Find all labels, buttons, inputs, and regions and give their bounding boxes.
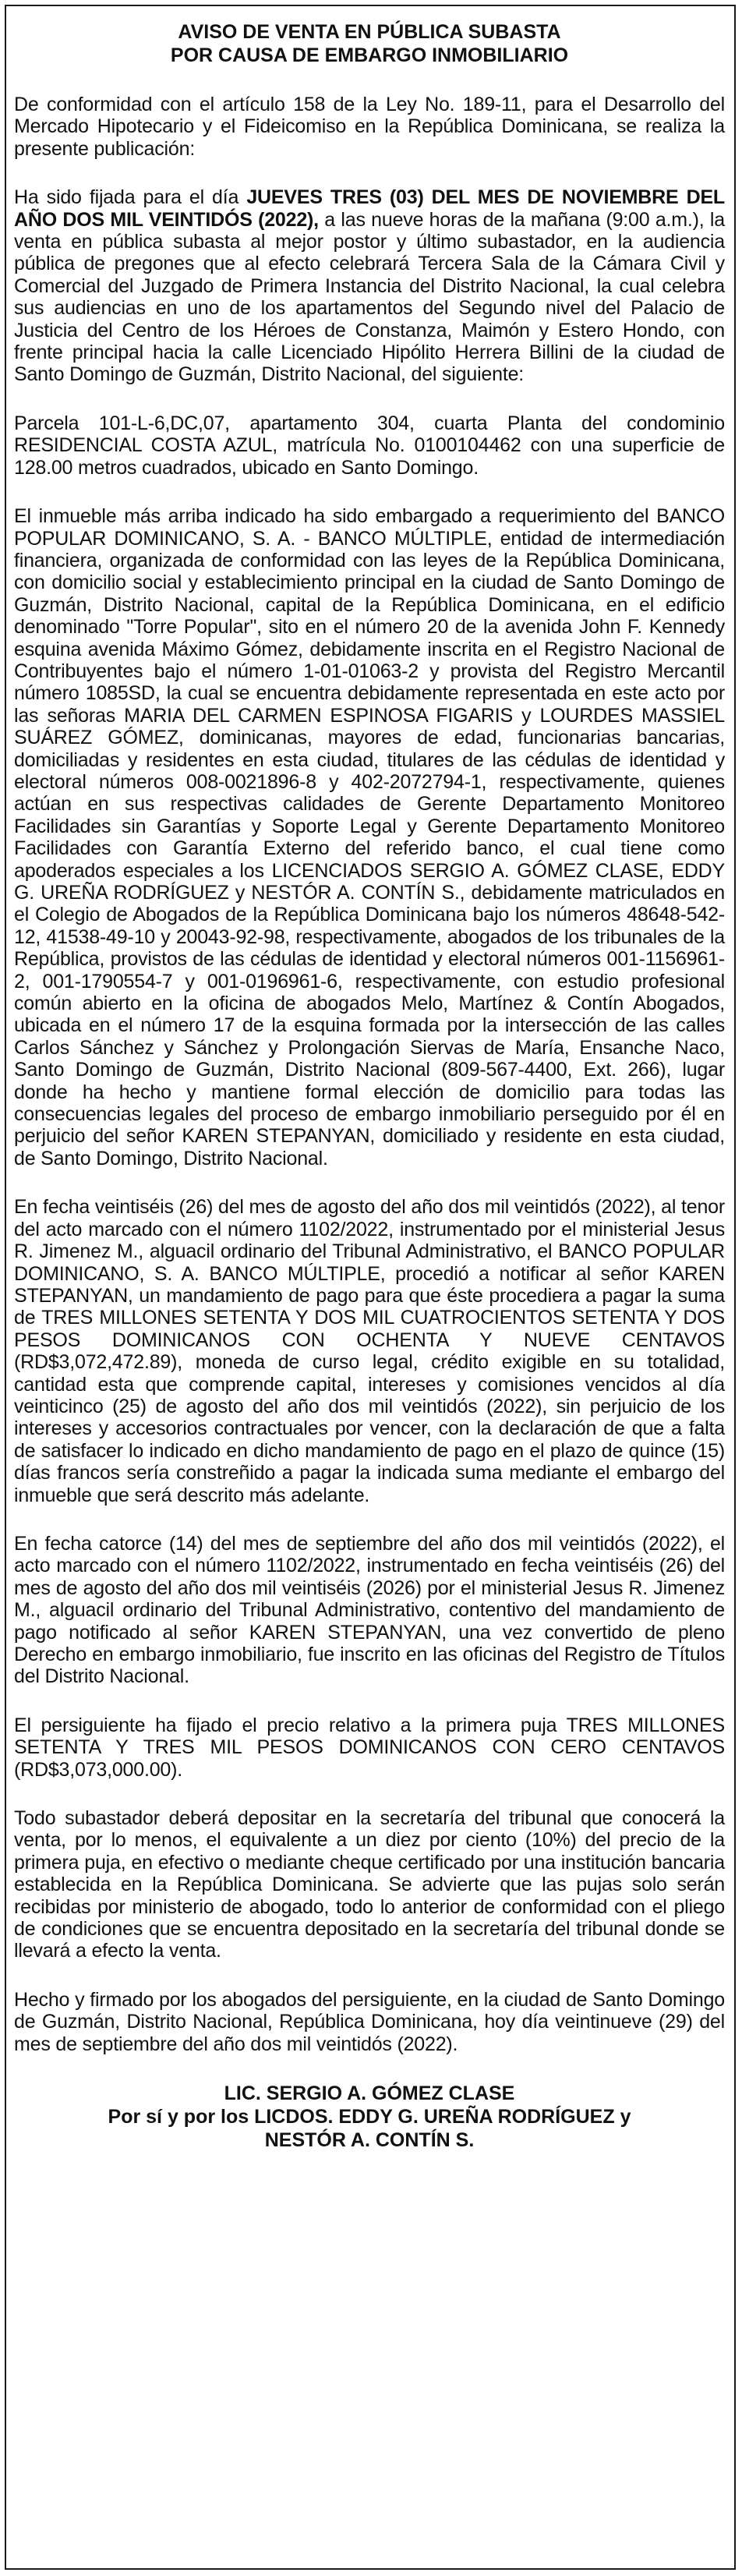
auction-date-bold: JUEVES TRES (03) DEL MES DE NOVIEMBRE DEL AÑO DOS MIL VEINTIDÓS (2022), [14, 186, 726, 231]
signature-line-3: NESTÓR A. CONTÍN S. [264, 2129, 475, 2152]
auction-date-intro: Ha sido fijada para el día [14, 186, 247, 209]
notice-body [14, 20, 725, 2152]
notice-title [14, 20, 725, 67]
paragraph-payment-order: En fecha veintiséis (26) del mes de agosto del año dos mil veintidós (2022), al tenor del acto marcado con el número 1102/2022, instrumentado por el ministerial Jesus R. Jimenez M., alguacil ordinario del Tribunal Administrativo, el BANCO POPULAR DOMINICANO, S. A. BANCO MÚLTIPLE, procedió a notificar al señor KAREN STEPANYAN, un mandamiento de pago para que éste procediera a pagar la suma de TRES MILLONES SETENTA Y DOS MIL CUATROCIENTOS SETENTA Y DOS PESOS DOMINICANOS CON OCHENTA Y NUEVE CENTAVOS (RD$3,072,472.89), moneda de curso legal, crédito exigible en su totalidad, cantidad esta que comprende capital, intereses y comisiones vencidos al día veinticinco (25) de agosto del año dos mil veintidós (2022), sin perjuicio de los intereses y accesorios contractuales por vencer, con la declaración de que a falta de satisfacer lo indicado en dicho mandamiento de pago en el plazo de quince (15) días francos sería constreñido a pagar la indicada suma mediante el embargo del inmueble que será descrito más adelante. [14, 1196, 725, 1506]
paragraph-auction-date [14, 186, 725, 386]
signature-line-2: Por sí y por los LICDOS. EDDY G. UREÑA RODRÍGUEZ y [108, 2106, 631, 2128]
title-line-2: POR CAUSA DE EMBARGO INMOBILIARIO [170, 44, 569, 66]
paragraph-property: Parcela 101-L-6,DC,07, apartamento 304, cuarta Planta del condominio RESIDENCIAL COSTA AZUL, matrícula No. 0100104462 con una superficie de 128.00 metros cuadrados, ubicado en Santo Domingo. [14, 412, 725, 479]
paragraph-legal-basis: De conformidad con el artículo 158 de la Ley No. 189-11, para el Desarrollo del Mercado Hipotecario y el Fideicomiso en la República Dominicana, se realiza la presente publicación: [14, 94, 725, 160]
paragraph-starting-price: El persiguiente ha fijado el precio relativo a la primera puja TRES MILLONES SETENTA Y TRES MIL PESOS DOMINICANOS CON CERO CENTAVOS (RD$3,073,000.00). [14, 1714, 725, 1781]
auction-date-details: a las nueve horas de la mañana (9:00 a.m.), la venta en pública subasta al mejor postor y último subastador, en la audiencia pública de pregones que al efecto celebrará Tercera Sala de la Cámara Civil y Comercial del Juzgado de Primera Instancia del Distrito Nacional, la cual celebra sus audiencias en uno de los apartamentos del Segundo nivel del Palacio de Justicia del Centro de los Héroes de Constanza, Maimón y Estero Hondo, con frente principal hacia la calle Licenciado Hipólito Herrera Billini de la ciudad de Santo Domingo de Guzmán, Distrito Nacional, del siguiente: [14, 208, 725, 386]
title-line-1: AVISO DE VENTA EN PÚBLICA SUBASTA [178, 21, 561, 43]
paragraph-creditor: El inmueble más arriba indicado ha sido embargado a requerimiento del BANCO POPULAR DOMINICANO, S. A. - BANCO MÚLTIPLE, entidad de intermediación financiera, organizada de conformidad con las leyes de la República Dominicana, con domicilio social y establecimiento principal en la ciudad de Santo Domingo de Guzmán, Distrito Nacional, capital de la República Dominicana, en el edificio denominado "Torre Popular", sito en el número 20 de la avenida John F. Kennedy esquina avenida Máximo Gómez, debidamente inscrita en el Registro Nacional de Contribuyentes bajo el número 1-01-01063-2 y provista del Registro Mercantil número 1085SD, la cual se encuentra debidamente representada en este acto por las señoras MARIA DEL CARMEN ESPINOSA FIGARIS y LOURDES MASSIEL SUÁREZ GÓMEZ, dominicanas, mayores de edad, funcionarias bancarias, domiciliadas y residentes en esta ciudad, titulares de las cédulas de identidad y electoral números 008-0021896-8 y 402-2072794-1, respectivamente, quienes actúan en sus respectivas calidades de Gerente Departamento Monitoreo Facilidades sin Garantías y Soporte Legal y Gerente Departamento Monitoreo Facilidades con Garantía Externo del referido banco, el cual tiene como apoderados especiales a los LICENCIADOS SERGIO A. GÓMEZ CLASE, EDDY G. UREÑA RODRÍGUEZ y NESTÓR A. CONTÍN S., debidamente matriculados en el Colegio de Abogados de la República Dominicana bajo los números 48648-542-12, 41538-49-10 y 20043-92-98, respectivamente, abogados de los tribunales de la República, provistos de las cédulas de identidad y electoral números 001-1156961-2, 001-1790554-7 y 001-0196961-6, respectivamente, con estudio profesional común abierto en la oficina de abogados Melo, Martínez & Contín Abogados, ubicada en el número 17 de la esquina formada por la intersección de las calles Carlos Sánchez y Sánchez y Prolongación Siervas de María, Ensanche Naco, Santo Domingo de Guzmán, Distrito Nacional (809-567-4400, Ext. 266), lugar donde ha hecho y mantiene formal elección de domicilio para todas las consecuencias legales del proceso de embargo inmobiliario perseguido por él en perjuicio del señor KAREN STEPANYAN, domiciliado y residente en esta ciudad, de Santo Domingo, Distrito Nacional. [14, 505, 725, 1169]
signature-block [14, 2082, 725, 2152]
signature-line-1: LIC. SERGIO A. GÓMEZ CLASE [224, 2082, 515, 2105]
paragraph-bidder-deposit: Todo subastador deberá depositar en la secretaría del tribunal que conocerá la venta, por lo menos, el equivalente a un diez por ciento (10%) del precio de la primera puja, en efectivo o mediante cheque certificado por una institución bancaria establecida en la República Dominicana. Se advierte que las pujas solo serán recibidas por ministerio de abogado, todo lo anterior de conformidad con el pliego de condiciones que se encuentra depositado en la secretaría del tribunal donde se llevará a efecto la venta. [14, 1807, 725, 1962]
paragraph-signed: Hecho y firmado por los abogados del persiguiente, en la ciudad de Santo Domingo de Guzmán, Distrito Nacional, República Dominicana, hoy día veintinueve (29) del mes de septiembre del año dos mil veintidós (2022). [14, 1988, 725, 2055]
paragraph-registration: En fecha catorce (14) del mes de septiembre del año dos mil veintidós (2022), el acto marcado con el número 1102/2022, instrumentado en fecha veintiséis (26) del mes de agosto del año dos mil veintiséis (2026) por el ministerial Jesus R. Jimenez M., alguacil ordinario del Tribunal Administrativo, contentivo del mandamiento de pago notificado al señor KAREN STEPANYAN, una vez convertido de pleno Derecho en embargo inmobiliario, fue inscrito en las oficinas del Registro de Títulos del Distrito Nacional. [14, 1532, 725, 1688]
